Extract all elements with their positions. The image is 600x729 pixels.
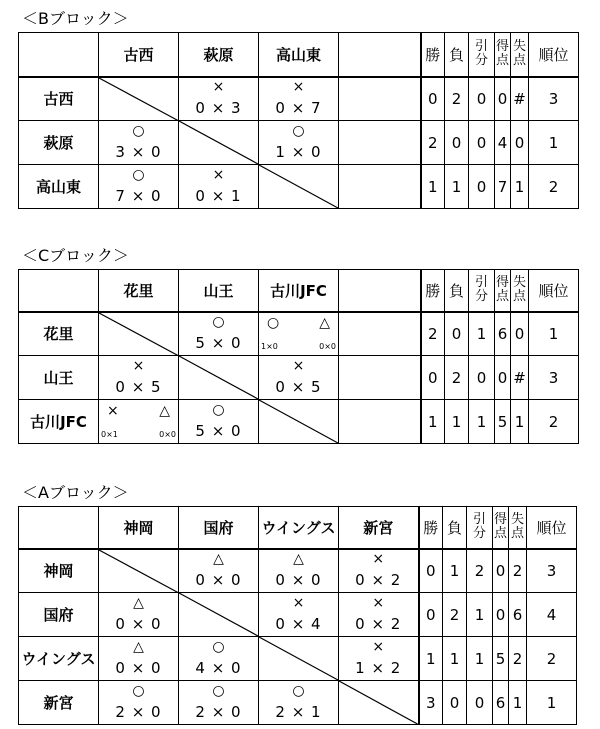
result-score: 0 × 2 xyxy=(355,614,402,633)
team-row xyxy=(19,400,579,444)
win-header: 勝 xyxy=(421,33,445,77)
result-score: 0 × 5 xyxy=(275,377,322,396)
goals-against-header xyxy=(511,33,529,77)
result-symbol-2: △ xyxy=(159,402,170,419)
corner-cell xyxy=(19,507,99,549)
ga-header-b: 点 xyxy=(510,526,524,542)
result xyxy=(259,550,338,592)
row-team-name: 山王 xyxy=(19,356,99,400)
result xyxy=(259,594,338,636)
losses-value: 1 xyxy=(443,549,467,593)
col-team-header: 神岡 xyxy=(99,507,179,549)
diagonal-cell xyxy=(99,312,179,356)
blank-cell xyxy=(339,400,421,444)
diagonal-line xyxy=(99,313,178,356)
rank-value: 3 xyxy=(529,77,579,121)
result xyxy=(179,682,258,724)
team-row xyxy=(19,312,579,356)
draw-header-b: 分 xyxy=(472,526,486,542)
draw-header-a: 引 xyxy=(472,512,486,528)
blank-col xyxy=(339,33,421,77)
result-symbol: △ xyxy=(133,594,144,611)
rank-value: 4 xyxy=(527,593,577,637)
result-symbol: ○ xyxy=(212,313,225,330)
result-score: 0 × 5 xyxy=(115,377,162,396)
result xyxy=(339,550,418,592)
goals-against-header xyxy=(509,507,527,549)
rank-header: 順位 xyxy=(529,270,579,312)
gf-header-a: 得 xyxy=(495,275,509,291)
standings-table xyxy=(18,506,577,725)
rank-value: 3 xyxy=(529,356,579,400)
result-cell xyxy=(99,165,179,209)
row-team-name: 古西 xyxy=(19,77,99,121)
result-cell xyxy=(339,593,419,637)
diagonal-line xyxy=(179,121,258,164)
col-team-header: ウイングス xyxy=(259,507,339,549)
diagonal-cell xyxy=(99,549,179,593)
diagonal-cell xyxy=(259,637,339,681)
goals-against-value: 0 xyxy=(511,121,529,165)
blank-cell xyxy=(339,312,421,356)
wins-value: 2 xyxy=(421,121,445,165)
result xyxy=(259,357,338,399)
row-team-name: 花里 xyxy=(19,312,99,356)
result xyxy=(99,166,178,208)
result-cell xyxy=(179,637,259,681)
col-team-header: 古川JFC xyxy=(259,270,339,312)
result xyxy=(99,401,178,443)
diagonal-line xyxy=(259,637,338,680)
result-cell xyxy=(99,356,179,400)
result xyxy=(259,682,338,724)
ga-header-a: 失 xyxy=(512,275,526,291)
result-score: 2 × 0 xyxy=(195,702,242,721)
goals-for-header xyxy=(493,507,509,549)
goals-against-value: 1 xyxy=(509,681,527,725)
rank-value: 1 xyxy=(529,121,579,165)
draws-value: 1 xyxy=(469,400,495,444)
col-team-header: 萩原 xyxy=(179,33,259,77)
gf-header-b: 点 xyxy=(495,289,509,305)
col-team-header: 国府 xyxy=(179,507,259,549)
result-cell xyxy=(259,681,339,725)
result-score: 0 × 3 xyxy=(195,98,242,117)
diagonal-line xyxy=(179,593,258,636)
result-score-2: 0×0 xyxy=(319,341,336,351)
rank-value: 2 xyxy=(527,637,577,681)
result-score-2: 0×0 xyxy=(159,429,176,439)
losses-value: 1 xyxy=(443,637,467,681)
loss-header: 負 xyxy=(445,270,469,312)
wins-value: 0 xyxy=(419,593,443,637)
row-team-name: 高山東 xyxy=(19,165,99,209)
result-cell xyxy=(99,681,179,725)
result-symbol: × xyxy=(292,594,305,611)
result-symbol-2: △ xyxy=(319,314,330,331)
result-cell xyxy=(179,165,259,209)
result-symbol: △ xyxy=(293,550,304,567)
team-row xyxy=(19,681,577,725)
result-symbol: × xyxy=(132,357,145,374)
col-team-header: 花里 xyxy=(99,270,179,312)
draws-value: 1 xyxy=(467,593,493,637)
diagonal-cell xyxy=(179,121,259,165)
goals-for-value: 7 xyxy=(495,165,511,209)
row-team-name: 萩原 xyxy=(19,121,99,165)
diagonal-line xyxy=(179,356,258,399)
result-cell xyxy=(99,400,179,444)
diagonal-line xyxy=(259,400,338,443)
rank-value: 1 xyxy=(527,681,577,725)
result-score: 5 × 0 xyxy=(195,421,242,440)
draws-value: 0 xyxy=(469,77,495,121)
result-score: 0 × 4 xyxy=(275,614,322,633)
result-symbol: × xyxy=(372,594,385,611)
goals-against-value: # xyxy=(511,356,529,400)
result-score: 1 × 0 xyxy=(275,142,322,161)
gf-header-b: 点 xyxy=(493,526,507,542)
result-symbol-1: ○ xyxy=(267,314,280,331)
losses-value: 0 xyxy=(445,121,469,165)
draws-value: 0 xyxy=(467,681,493,725)
result-symbol: ○ xyxy=(212,682,225,699)
diagonal-line xyxy=(99,550,178,593)
result-score: 0 × 1 xyxy=(195,186,242,205)
result xyxy=(179,401,258,443)
header-row xyxy=(19,270,579,312)
diagonal-cell xyxy=(259,165,339,209)
draw-header-a: 引 xyxy=(474,275,488,291)
rank-header: 順位 xyxy=(529,33,579,77)
win-header: 勝 xyxy=(419,507,443,549)
draw-header xyxy=(469,270,495,312)
col-team-header: 古西 xyxy=(99,33,179,77)
result-symbol: × xyxy=(212,166,225,183)
col-team-header: 高山東 xyxy=(259,33,339,77)
result-symbol: ○ xyxy=(212,638,225,655)
result-symbol: ○ xyxy=(292,122,305,139)
draw-header-b: 分 xyxy=(474,53,488,69)
result-symbol: × xyxy=(212,78,225,95)
result-symbol: ○ xyxy=(132,166,145,183)
result-cell xyxy=(259,549,339,593)
diagonal-line xyxy=(99,78,178,121)
row-team-name: 神岡 xyxy=(19,549,99,593)
ga-header-b: 点 xyxy=(512,53,526,69)
result-score: 7 × 0 xyxy=(115,186,162,205)
result-cell xyxy=(339,549,419,593)
result-symbol: × xyxy=(372,638,385,655)
block-title: ＜Bブロック＞ xyxy=(22,9,129,28)
goals-for-value: 5 xyxy=(493,637,509,681)
result-cell xyxy=(179,549,259,593)
gf-header-a: 得 xyxy=(495,39,509,55)
row-team-name: 古川JFC xyxy=(19,400,99,444)
gf-header-a: 得 xyxy=(493,512,507,528)
team-row xyxy=(19,165,579,209)
team-row xyxy=(19,549,577,593)
result-symbol: × xyxy=(372,550,385,567)
goals-against-value: 1 xyxy=(511,400,529,444)
header-row xyxy=(19,507,577,549)
goals-for-value: 6 xyxy=(495,312,511,356)
standings-table xyxy=(18,269,579,444)
wins-value: 1 xyxy=(419,637,443,681)
standings-table xyxy=(18,32,579,209)
result-cell xyxy=(259,312,339,356)
goals-for-header xyxy=(495,33,511,77)
loss-header: 負 xyxy=(445,33,469,77)
result-cell xyxy=(259,77,339,121)
result-score: 4 × 0 xyxy=(195,658,242,677)
col-team-header: 山王 xyxy=(179,270,259,312)
result-score-1: 0×1 xyxy=(101,429,118,439)
result-symbol: △ xyxy=(133,638,144,655)
corner-cell xyxy=(19,33,99,77)
row-team-name: 国府 xyxy=(19,593,99,637)
win-header: 勝 xyxy=(421,270,445,312)
gf-header-b: 点 xyxy=(495,53,509,69)
goals-for-value: 4 xyxy=(495,121,511,165)
goals-for-value: 0 xyxy=(493,593,509,637)
diagonal-cell xyxy=(179,593,259,637)
result-symbol: ○ xyxy=(292,682,305,699)
result-cell xyxy=(259,356,339,400)
wins-value: 0 xyxy=(419,549,443,593)
result-symbol-1: × xyxy=(107,402,119,419)
result-cell xyxy=(179,400,259,444)
losses-value: 2 xyxy=(443,593,467,637)
result-score: 0 × 7 xyxy=(275,98,322,117)
result-cell xyxy=(99,637,179,681)
result xyxy=(99,594,178,636)
row-team-name: 新宮 xyxy=(19,681,99,725)
team-row xyxy=(19,121,579,165)
draw-header-b: 分 xyxy=(474,289,488,305)
corner-cell xyxy=(19,270,99,312)
diagonal-cell xyxy=(99,77,179,121)
rank-header: 順位 xyxy=(527,507,577,549)
wins-value: 0 xyxy=(421,77,445,121)
rank-value: 2 xyxy=(529,400,579,444)
team-row xyxy=(19,593,577,637)
goals-against-value: # xyxy=(511,77,529,121)
result-score: 2 × 1 xyxy=(275,702,322,721)
result xyxy=(99,638,178,680)
result-cell xyxy=(339,637,419,681)
col-team-header: 新宮 xyxy=(339,507,419,549)
result-symbol: ○ xyxy=(212,401,225,418)
result-score: 1 × 2 xyxy=(355,658,402,677)
blank-cell xyxy=(339,356,421,400)
result xyxy=(339,638,418,680)
rank-value: 2 xyxy=(529,165,579,209)
team-row xyxy=(19,77,579,121)
result-score: 3 × 0 xyxy=(115,142,162,161)
losses-value: 2 xyxy=(445,77,469,121)
result xyxy=(99,122,178,164)
result-cell xyxy=(179,681,259,725)
diagonal-cell xyxy=(179,356,259,400)
goals-for-value: 5 xyxy=(495,400,511,444)
result-symbol: × xyxy=(292,78,305,95)
goals-against-value: 2 xyxy=(509,637,527,681)
blank-cell xyxy=(339,77,421,121)
result xyxy=(259,313,338,355)
result xyxy=(99,357,178,399)
draws-value: 0 xyxy=(469,356,495,400)
goals-for-value: 0 xyxy=(493,549,509,593)
losses-value: 1 xyxy=(445,400,469,444)
result-score: 2 × 0 xyxy=(115,702,162,721)
result-cell xyxy=(99,121,179,165)
result-score: 0 × 0 xyxy=(275,570,322,589)
result-cell xyxy=(259,121,339,165)
wins-value: 0 xyxy=(421,356,445,400)
row-team-name: ウイングス xyxy=(19,637,99,681)
team-row xyxy=(19,356,579,400)
goals-for-value: 0 xyxy=(495,77,511,121)
result xyxy=(179,78,258,120)
result-symbol: ○ xyxy=(132,682,145,699)
rank-value: 1 xyxy=(529,312,579,356)
rank-value: 3 xyxy=(527,549,577,593)
goals-against-value: 2 xyxy=(509,549,527,593)
goals-against-value: 1 xyxy=(511,165,529,209)
goals-against-value: 0 xyxy=(511,312,529,356)
loss-header: 負 xyxy=(443,507,467,549)
diagonal-line xyxy=(259,165,338,208)
result-cell xyxy=(179,77,259,121)
wins-value: 1 xyxy=(421,400,445,444)
result-cell xyxy=(259,593,339,637)
result-score: 5 × 0 xyxy=(195,333,242,352)
header-row xyxy=(19,33,579,77)
block-title: ＜Cブロック＞ xyxy=(22,246,129,265)
result-score: 0 × 0 xyxy=(115,658,162,677)
wins-value: 2 xyxy=(421,312,445,356)
wins-value: 3 xyxy=(419,681,443,725)
diagonal-line xyxy=(339,681,418,724)
ga-header-a: 失 xyxy=(512,39,526,55)
diagonal-cell xyxy=(259,400,339,444)
wins-value: 1 xyxy=(421,165,445,209)
result xyxy=(99,682,178,724)
diagonal-cell xyxy=(339,681,419,725)
result xyxy=(339,594,418,636)
losses-value: 0 xyxy=(445,312,469,356)
losses-value: 2 xyxy=(445,356,469,400)
draws-value: 0 xyxy=(469,121,495,165)
result xyxy=(259,78,338,120)
result-symbol: × xyxy=(292,357,305,374)
team-row xyxy=(19,637,577,681)
goals-for-header xyxy=(495,270,511,312)
result-score: 0 × 2 xyxy=(355,570,402,589)
blank-cell xyxy=(339,165,421,209)
draws-value: 1 xyxy=(467,637,493,681)
draw-header xyxy=(467,507,493,549)
result xyxy=(259,122,338,164)
blank-cell xyxy=(339,121,421,165)
blank-col xyxy=(339,270,421,312)
result-symbol: ○ xyxy=(132,122,145,139)
goals-for-value: 0 xyxy=(495,356,511,400)
goals-against-header xyxy=(511,270,529,312)
result-score: 0 × 0 xyxy=(195,570,242,589)
losses-value: 1 xyxy=(445,165,469,209)
draw-header-a: 引 xyxy=(474,39,488,55)
draw-header xyxy=(469,33,495,77)
draws-value: 1 xyxy=(469,312,495,356)
block-title: ＜Aブロック＞ xyxy=(22,483,129,502)
result-cell xyxy=(99,593,179,637)
draws-value: 2 xyxy=(467,549,493,593)
result xyxy=(179,166,258,208)
result-symbol: △ xyxy=(213,550,224,567)
losses-value: 0 xyxy=(443,681,467,725)
ga-header-a: 失 xyxy=(510,512,524,528)
goals-against-value: 6 xyxy=(509,593,527,637)
result xyxy=(179,550,258,592)
ga-header-b: 点 xyxy=(512,289,526,305)
goals-for-value: 6 xyxy=(493,681,509,725)
draws-value: 0 xyxy=(469,165,495,209)
result-cell xyxy=(179,312,259,356)
result xyxy=(179,638,258,680)
result-score: 0 × 0 xyxy=(115,614,162,633)
result-score-1: 1×0 xyxy=(261,341,278,351)
result xyxy=(179,313,258,355)
